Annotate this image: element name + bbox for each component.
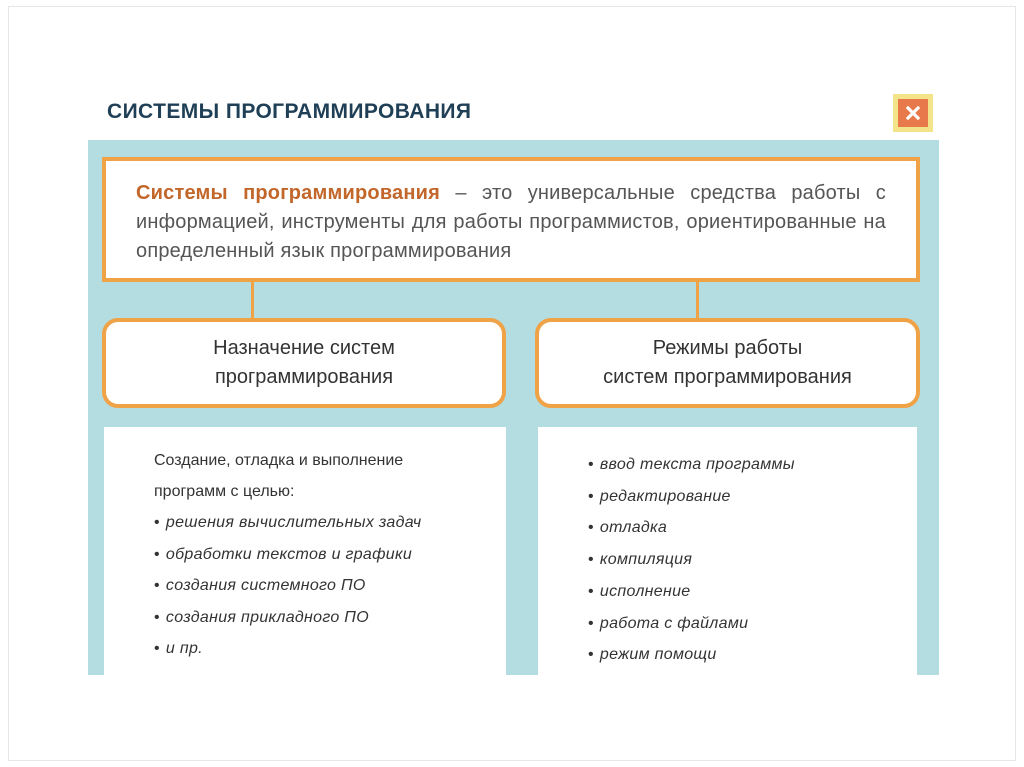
list-item — [154, 539, 506, 571]
list-item — [588, 512, 917, 544]
purpose-intro-line-2: программ с целью: — [154, 483, 295, 500]
list-item — [588, 639, 917, 671]
close-button[interactable] — [893, 94, 933, 132]
purpose-heading-line-2: программирования — [214, 366, 394, 388]
slide-title: СИСТЕМЫ ПРОГРАММИРОВАНИЯ — [107, 100, 472, 123]
list-item-text: работа с файлами — [599, 614, 749, 632]
bullet-icon: • — [588, 646, 594, 664]
list-item — [154, 507, 506, 539]
purpose-heading-line-1: Назначение систем — [213, 337, 395, 359]
bullet-icon: • — [588, 582, 594, 600]
connector-left — [251, 282, 254, 319]
definition-term: Системы программирования — [136, 182, 441, 204]
close-x-icon — [898, 99, 928, 127]
list-item — [154, 602, 506, 634]
bullet-icon: • — [588, 614, 594, 632]
list-item — [154, 633, 506, 665]
modes-list-box — [538, 427, 917, 675]
definition-text: – это универсальные средства работы с информацией, инструменты для работы программистов, ориентированные на определенный язык программирования — [136, 182, 886, 262]
bullet-icon: • — [154, 514, 160, 531]
list-item-text: решения вычислительных задач — [165, 514, 422, 531]
list-item — [588, 544, 917, 576]
list-item-text: компиляция — [599, 551, 693, 569]
purpose-intro-line-1: Создание, отладка и выполнение — [154, 452, 404, 469]
bullet-icon: • — [588, 519, 594, 537]
purpose-bullet-list — [154, 507, 506, 665]
purpose-list-box — [104, 427, 506, 675]
bullet-icon: • — [588, 551, 594, 569]
modes-bullet-list — [588, 449, 917, 671]
list-item — [588, 481, 917, 513]
list-item-text: создания системного ПО — [165, 577, 366, 594]
list-item — [588, 576, 917, 608]
list-item-text: отладка — [599, 519, 668, 537]
connector-right — [696, 282, 699, 319]
definition-box — [102, 157, 920, 282]
bullet-icon: • — [588, 487, 594, 505]
list-item — [588, 449, 917, 481]
modes-heading-box — [535, 318, 920, 408]
list-item-text: создания прикладного ПО — [165, 608, 369, 626]
bullet-icon: • — [154, 545, 160, 563]
list-item-text: исполнение — [599, 582, 691, 600]
bullet-icon: • — [154, 577, 160, 594]
list-item-text: режим помощи — [599, 646, 717, 664]
purpose-heading-box — [102, 318, 506, 408]
modes-heading-line-2: систем программирования — [603, 366, 852, 388]
list-item-text: и пр. — [165, 640, 203, 657]
bullet-icon: • — [588, 456, 594, 473]
bullet-icon: • — [154, 608, 160, 626]
list-item — [588, 608, 917, 640]
list-item — [154, 570, 506, 602]
list-item-text: обработки текстов и графики — [165, 545, 413, 563]
list-item-text: редактирование — [599, 487, 731, 505]
list-item-text: ввод текста программы — [599, 456, 795, 473]
modes-heading-line-1: Режимы работы — [652, 337, 803, 359]
bullet-icon: • — [154, 640, 160, 657]
